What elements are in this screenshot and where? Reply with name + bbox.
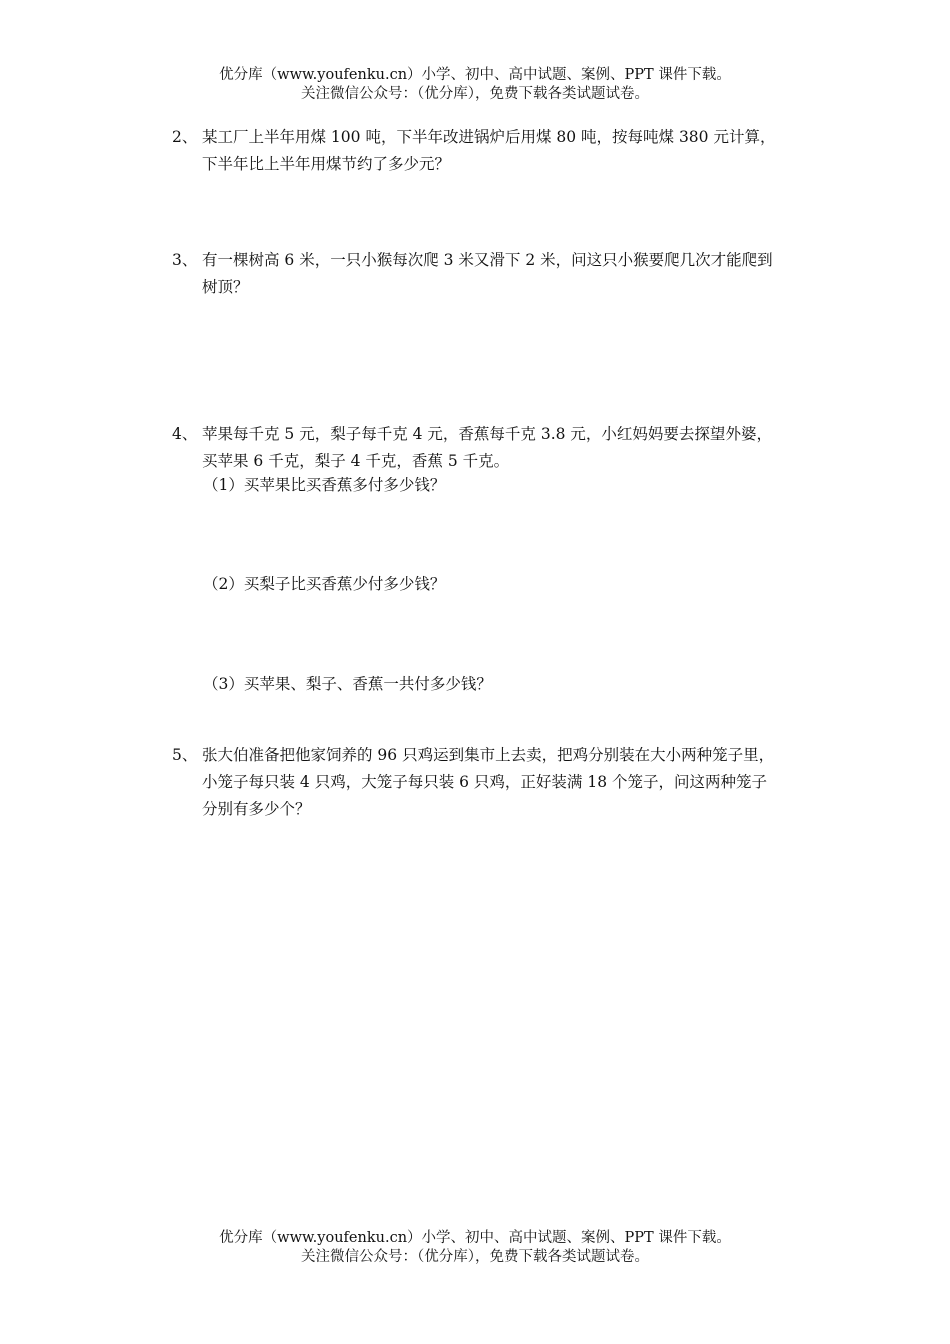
question-number: 5、 <box>172 746 198 764</box>
question-line: 某工厂上半年用煤 100 吨，下半年改进锅炉后用煤 80 吨，按每吨煤 380 元计算， <box>202 128 776 146</box>
question-line: 下半年比上半年用煤节约了多少元？ <box>202 155 451 173</box>
question-line: 有一棵树高 6 米，一只小猴每次爬 3 米又滑下 2 米，问这只小猴要爬几次才能爬到 <box>202 251 773 269</box>
question-line: 小笼子每只装 4 只鸡，大笼子每只装 6 只鸡，正好装满 18 个笼子，问这两种笼子 <box>202 773 768 791</box>
question-5 <box>172 742 822 823</box>
question-number: 2、 <box>172 128 198 146</box>
question-text <box>202 742 822 823</box>
question-line: 树顶？ <box>202 278 249 296</box>
header-line-1: 优分库（www.youfenku.cn）小学、初中、高中试题、案例、PPT 课件下载。 <box>219 67 731 83</box>
sub-question-1: （1）买苹果比买香蕉多付多少钱？ <box>203 476 446 494</box>
page-footer <box>0 1229 950 1267</box>
question-text <box>202 247 822 301</box>
question-3 <box>172 247 822 301</box>
footer-line-1: 优分库（www.youfenku.cn）小学、初中、高中试题、案例、PPT 课件下载。 <box>219 1230 731 1246</box>
question-line: 买苹果 6 千克，梨子 4 千克，香蕉 5 千克。 <box>202 452 510 470</box>
question-4 <box>172 421 822 475</box>
question-number: 4、 <box>172 425 198 443</box>
footer-line-2: 关注微信公众号：（优分库），免费下载各类试题试卷。 <box>301 1249 649 1265</box>
header-line-2: 关注微信公众号：（优分库），免费下载各类试题试卷。 <box>301 86 649 102</box>
question-line: 分别有多少个？ <box>202 800 311 818</box>
question-number: 3、 <box>172 251 198 269</box>
page-header <box>0 66 950 104</box>
question-text <box>202 421 822 475</box>
question-2 <box>172 124 822 178</box>
question-line: 苹果每千克 5 元，梨子每千克 4 元，香蕉每千克 3.8 元，小红妈妈要去探望外婆， <box>202 425 772 443</box>
sub-question-2: （2）买梨子比买香蕉少付多少钱？ <box>203 575 446 593</box>
question-line: 张大伯准备把他家饲养的 96 只鸡运到集市上去卖，把鸡分别装在大小两种笼子里， <box>202 746 775 764</box>
sub-question-3: （3）买苹果、梨子、香蕉一共付多少钱？ <box>203 675 492 693</box>
question-text <box>202 124 822 178</box>
